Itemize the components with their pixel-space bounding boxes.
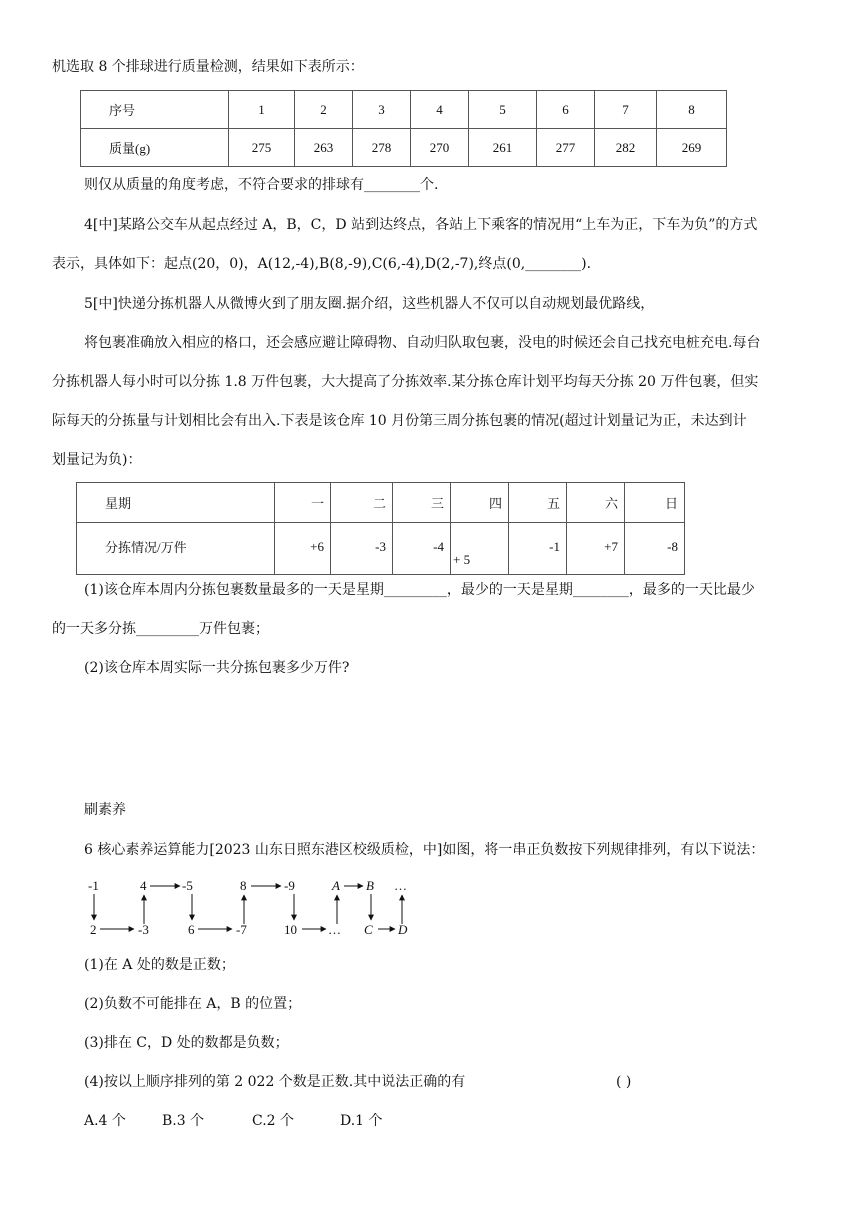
q4-line-1: 4[中]某路公交车从起点经过 A，B，C，D 站到达终点，各站上下乘客的情况用“上车为正，下车为负”的方式 <box>84 217 758 233</box>
q5-part1-line-1: (1)该仓库本周内分拣包裹数量最多的一天是星期_________，最少的一天是星期________，最多的一天比最少 <box>84 582 755 598</box>
diagram-label: -1 <box>88 878 99 893</box>
intro-line: 机选取 8 个排球进行质量检测，结果如下表所示： <box>52 59 364 75</box>
table-cell: 五 <box>509 483 567 523</box>
diagram-label: … <box>394 878 407 893</box>
diagram-label: B <box>366 878 374 893</box>
table-cell: 序号 <box>81 91 229 129</box>
table-cell: 一 <box>275 483 331 523</box>
q6-statement-4: (4)按以上顺序排列的第 2 022 个数是正数.其中说法正确的有 <box>84 1074 466 1090</box>
table-cell: 263 <box>295 129 353 167</box>
diagram-label: D <box>398 922 408 937</box>
diagram-label: -9 <box>284 878 295 893</box>
diagram-label: -5 <box>182 878 193 893</box>
option-a: A.4 个 <box>84 1113 126 1129</box>
q5-line-5: 划量记为负)： <box>52 452 142 468</box>
table-cell: 1 <box>229 91 295 129</box>
table-cell: 分拣情况/万件 <box>77 523 275 575</box>
table-cell: 278 <box>353 129 411 167</box>
number-pattern-diagram <box>88 876 418 938</box>
sorting-table <box>76 482 685 575</box>
table-cell: 5 <box>469 91 537 129</box>
table-cell: 3 <box>353 91 411 129</box>
q6-statement-1: (1)在 A 处的数是正数； <box>84 957 235 973</box>
table-cell: 2 <box>295 91 353 129</box>
table-cell: +6 <box>275 523 331 575</box>
table-cell: 星期 <box>77 483 275 523</box>
table-row <box>81 129 727 167</box>
table-cell: 日 <box>625 483 685 523</box>
volleyball-mass-table <box>80 90 727 167</box>
table-cell: 8 <box>657 91 727 129</box>
table-cell: -3 <box>331 523 393 575</box>
table-cell: 三 <box>393 483 451 523</box>
table-cell: 质量(g) <box>81 129 229 167</box>
q5-line-1: 5[中]快递分拣机器人从微博火到了朋友圈.据介绍，这些机器人不仅可以自动规划最优路线， <box>84 296 655 312</box>
diagram-label: 6 <box>188 922 195 937</box>
table-row <box>77 483 685 523</box>
option-c: C.2 个 <box>252 1113 295 1129</box>
q5-line-3: 分拣机器人每小时可以分拣 1.8 万件包裹，大大提高了分拣效率.某分拣仓库计划平均每天分拣 20 万件包裹，但实 <box>52 374 759 390</box>
table-cell: 269 <box>657 129 727 167</box>
diagram-label: … <box>328 922 341 937</box>
diagram-label: 2 <box>90 922 97 937</box>
diagram-label: 10 <box>284 922 297 937</box>
table-cell: -4 <box>393 523 451 575</box>
table-cell: 四 <box>451 483 509 523</box>
q5-part1-line-2: 的一天多分拣_________万件包裹； <box>52 621 269 637</box>
q5-line-4: 际每天的分拣量与计划相比会有出入.下表是该仓库 10 月份第三周分拣包裹的情况(超过计划量记为正，未达到计 <box>52 413 747 429</box>
table-cell: 六 <box>567 483 625 523</box>
q3-answer-line: 则仅从质量的角度考虑，不符合要求的排球有________个. <box>84 177 439 193</box>
diagram-label: -3 <box>138 922 149 937</box>
table-cell: 282 <box>595 129 657 167</box>
table-cell: 6 <box>537 91 595 129</box>
diagram-label: A <box>332 878 340 893</box>
section-title: 刷素养 <box>84 802 126 818</box>
option-b: B.3 个 <box>162 1113 205 1129</box>
table-cell: 270 <box>411 129 469 167</box>
q5-line-2: 将包裹准确放入相应的格口，还会感应避让障碍物、自动归队取包裹，没电的时候还会自己找充电桩充电.每台 <box>84 335 761 351</box>
table-cell: 7 <box>595 91 657 129</box>
answer-bracket: ( ) <box>616 1074 632 1090</box>
table-row <box>77 523 685 575</box>
q5-part2-line: (2)该仓库本周实际一共分拣包裹多少万件? <box>84 660 350 676</box>
table-row <box>81 91 727 129</box>
diagram-label: 4 <box>140 878 147 893</box>
table-cell: 277 <box>537 129 595 167</box>
table-cell: 275 <box>229 129 295 167</box>
diagram-label: -7 <box>236 922 247 937</box>
table-cell: -1 <box>509 523 567 575</box>
q6-statement-3: (3)排在 C，D 处的数都是负数； <box>84 1035 289 1051</box>
table-cell: 二 <box>331 483 393 523</box>
table-cell: + 5 <box>451 523 509 575</box>
table-cell: -8 <box>625 523 685 575</box>
q4-line-2: 表示，具体如下：起点(20，0)，A(12,-4),B(8,-9),C(6,-4),D(2,-7),终点(0,________). <box>52 256 592 272</box>
q6-line: 6 核心素养运算能力[2023 山东日照东港区校级质检，中]如图，将一串正负数按下列规律排列，有以下说法： <box>84 842 765 858</box>
table-cell: +7 <box>567 523 625 575</box>
table-cell: 4 <box>411 91 469 129</box>
diagram-label: 8 <box>240 878 247 893</box>
option-d: D.1 个 <box>340 1113 383 1129</box>
table-cell: 261 <box>469 129 537 167</box>
q6-statement-2: (2)负数不可能排在 A，B 的位置； <box>84 996 302 1012</box>
diagram-label: C <box>364 922 373 937</box>
